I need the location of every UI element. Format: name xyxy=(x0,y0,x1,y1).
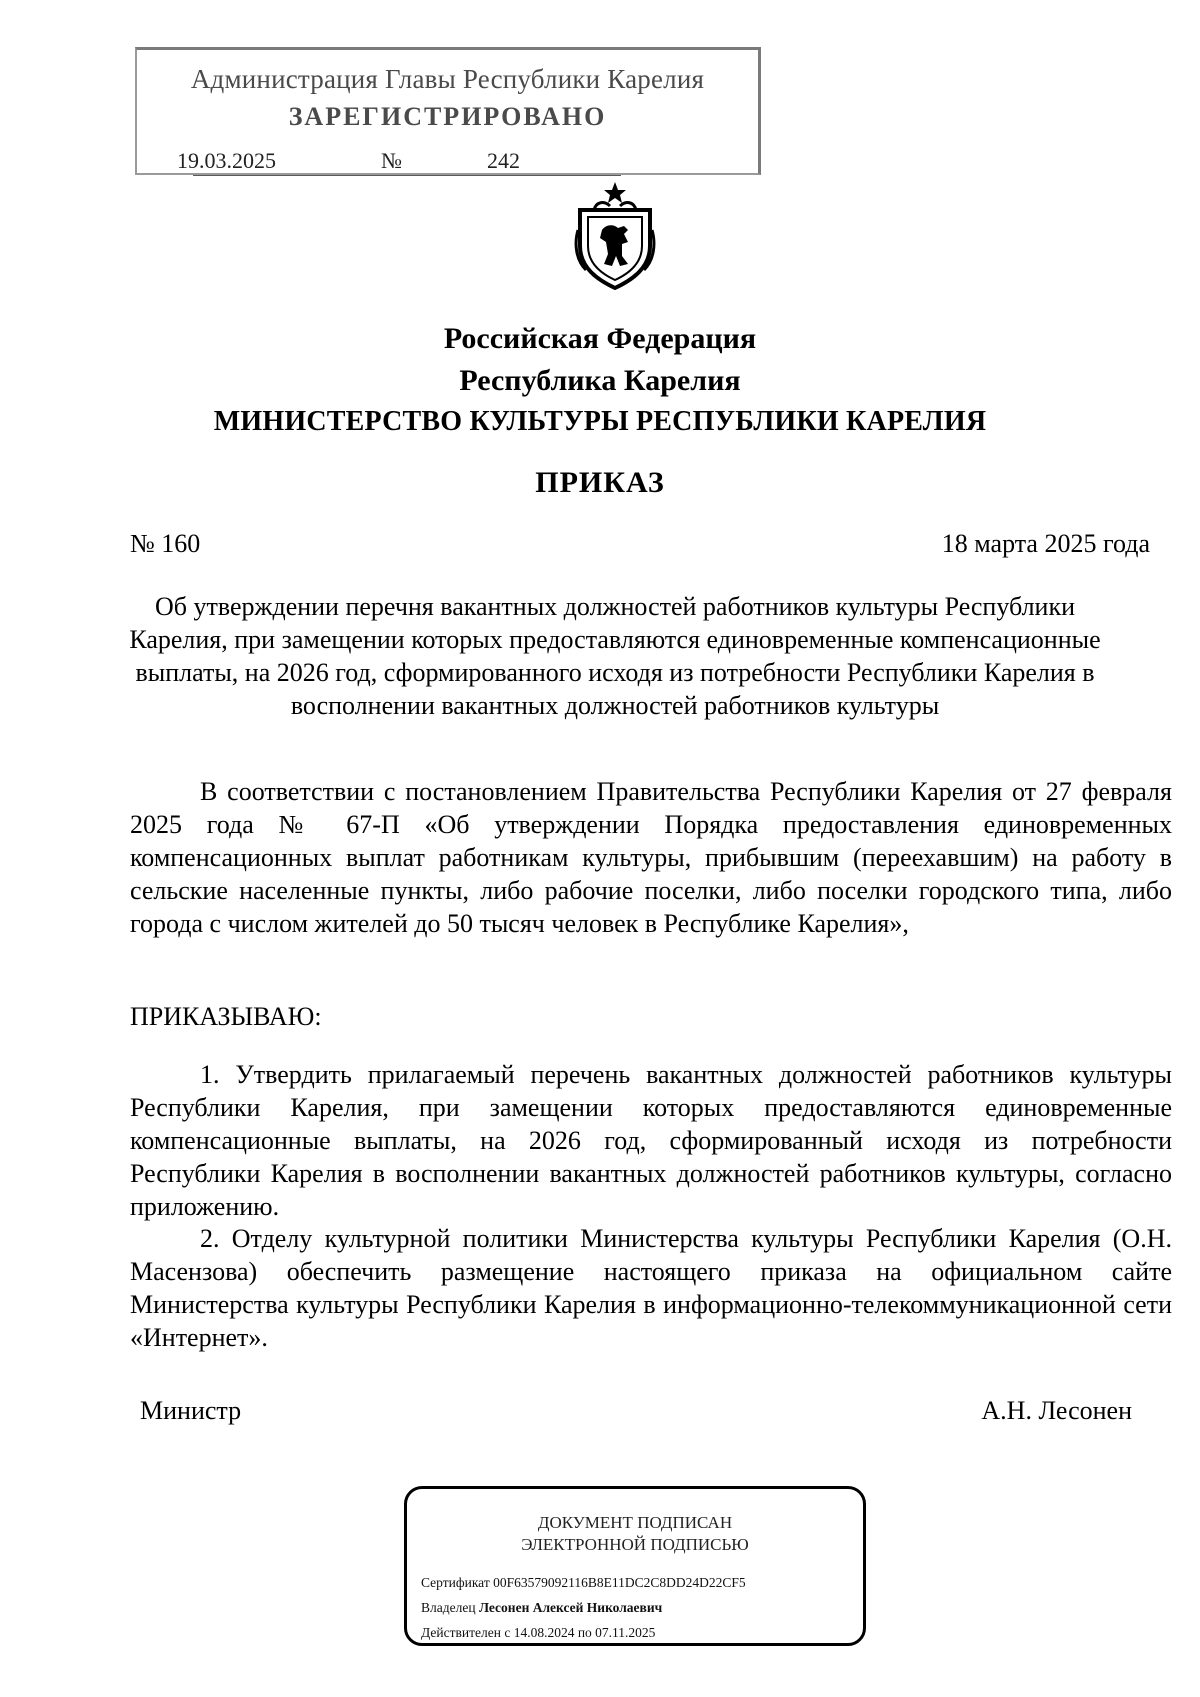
header-republic: Республика Карелия xyxy=(459,364,741,397)
document-type: ПРИКАЗ xyxy=(535,466,665,499)
registration-stamp xyxy=(135,47,761,175)
esig-certificate-label: Сертификат xyxy=(421,1575,490,1590)
esig-valid-to-label: по xyxy=(577,1625,592,1640)
esig-valid-from-label: с xyxy=(504,1625,511,1640)
karelia-coat-of-arms-icon xyxy=(572,180,658,290)
header-ministry: МИНИСТЕРСТВО КУЛЬТУРЫ РЕСПУБЛИКИ КАРЕЛИЯ xyxy=(213,406,987,437)
order-item-1: 1. Утвердить прилагаемый перечень вакантных должностей работников культуры Республики Карелия, при замещении которых предоставляются единовременные компенсационные выплаты, на 2026 год, сформированный исходя из потребности Республики Карелия в восполнении вакантных должностей работников культуры, согласно приложению. xyxy=(130,1060,1172,1221)
signer-name: А.Н. Лесонен xyxy=(981,1396,1132,1425)
esig-valid-from: 14.08.2024 xyxy=(513,1625,575,1640)
order-word: ПРИКАЗЫВАЮ: xyxy=(130,1002,322,1031)
esig-certificate-value: 00F63579092116B8E11DC2C8DD24D22CF5 xyxy=(493,1575,746,1590)
header-country: Российская Федерация xyxy=(443,322,757,355)
order-date: 18 марта 2025 года xyxy=(941,529,1150,558)
order-subject: Об утверждении перечня вакантных должностей работников культуры Республики Карелия, при замещении которых предоставляются единовременные компенсационные выплаты, на 2026 год, сформированного исходя из потребности Республики Карелия в восполнении вакантных должностей работников культуры xyxy=(129,592,1101,720)
preamble-paragraph: В соответствии с постановлением Правительства Республики Карелия от 27 февраля 2025 года № 67-П «Об утверждении Порядка предоставления единовременных компенсационных выплат работникам культуры, прибывшим (переехавшим) на работу в сельские населенные пункты, либо рабочие поселки, либо поселки городского типа, либо города с числом жителей до 50 тысяч человек в Республике Карелия», xyxy=(130,777,1172,938)
order-number: № 160 xyxy=(130,529,201,558)
registration-date: 19.03.2025 xyxy=(177,148,276,173)
esig-certificate-row xyxy=(421,1575,746,1591)
registration-number: 242 xyxy=(487,148,520,173)
order-item-2: 2. Отделу культурной политики Министерства культуры Республики Карелия (О.Н. Масензова) обеспечить размещение настоящего приказа на официальном сайте Министерства культуры Республики Карелия в информационно-телекоммуникационной сети «Интернет». xyxy=(130,1224,1172,1352)
esig-heading-2: ЭЛЕКТРОННОЙ ПОДПИСЬЮ xyxy=(521,1535,749,1554)
registration-stamp-title: ЗАРЕГИСТРИРОВАНО xyxy=(288,102,607,131)
registration-stamp-admin: Администрация Главы Республики Карелия xyxy=(190,64,705,94)
electronic-signature-stamp xyxy=(404,1486,866,1646)
signer-role: Министр xyxy=(140,1396,242,1425)
esig-valid-to: 07.11.2025 xyxy=(595,1625,656,1640)
esig-valid-label: Действителен xyxy=(421,1625,501,1640)
esig-heading-1: ДОКУМЕНТ ПОДПИСАН xyxy=(537,1513,733,1532)
esig-owner-label: Владелец xyxy=(421,1600,476,1615)
esig-owner-row xyxy=(421,1600,662,1616)
esig-validity-row xyxy=(421,1625,655,1641)
registration-number-sign: № xyxy=(381,148,402,173)
esig-owner-value: Лесонен Алексей Николаевич xyxy=(478,1600,663,1615)
